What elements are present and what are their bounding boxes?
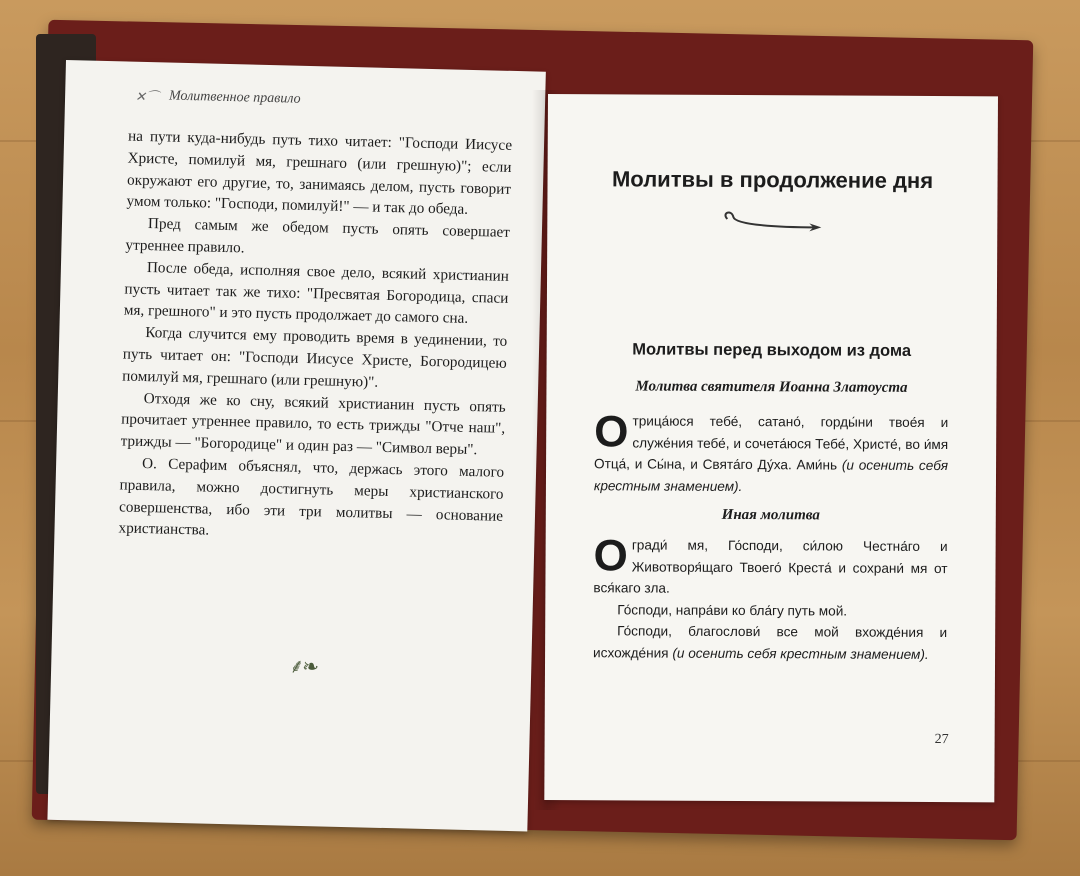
prayer-line: Го́споди, благослови́ все мой вхожде́ния и исхожде́ния (593, 623, 948, 661)
drop-cap: О (593, 531, 628, 581)
flourish-ornament-icon (717, 205, 837, 246)
prayer-instruction: (и осенить себя крестным знамением). (672, 645, 929, 662)
paragraph: на пути куда-нибудь путь тихо читает: "Господи Иисусе Христе, помилуй мя, грешнаго (или грешную)"; если окружают его другие, то, занимаясь делом, пусть говорит умом только: "Господи, помилуй!" — и так до обеда. (126, 127, 513, 219)
chapter-title: Молитвы в продолжение дня (611, 166, 934, 194)
prayer-text (593, 407, 949, 498)
paragraph: Пред самым же обедом пусть опять совершает утреннее правило. (125, 215, 511, 257)
right-page (544, 94, 998, 802)
leaf-ornament-icon: ⸙❧ (288, 655, 318, 679)
prayer-text (593, 531, 948, 665)
paragraph: О. Серафим объяснял, что, держась этого малого правила, можно достигнуть меры христианского совершенства, ибо эти три молитвы — основание христианства. (118, 454, 505, 539)
left-page-body (118, 126, 512, 549)
paragraph: После обеда, исполняя свое дело, всякий христианин пусть читает так же тихо: "Пресвятая Богородица, спаси мя, грешного" и это пусть продолжает до самого сна. (123, 258, 510, 328)
paragraph: Отходя же ко сну, всякий христианин пусть опять прочитает утреннее правило, то есть трижды "Отче наш", трижды — "Богородице" и один раз — "Символ веры". (120, 389, 506, 459)
prayer-body: гради́ мя, Го́споди, си́лою Честна́го и Животворя́щаго Твоего́ Креста́ и сохрани́ мя от вся́каго зла. (593, 537, 948, 596)
running-head-title: Молитвенное правило (168, 88, 301, 107)
prayer-body: трица́юся тебе́, сатано́, горды́ни твое́я и служе́ния тебе́, и сочета́юся Тебе́, Христе́, во и́мя Отца́, и Сы́на, и Свята́го Ду́ха. Ами́нь (594, 413, 949, 473)
page-number: 27 (934, 732, 949, 748)
section-subtitle: Молитвы перед выходом из дома (632, 340, 912, 360)
prayer-instruction: (и осенить себя крестным знамением). (593, 457, 949, 494)
drop-cap: О (594, 407, 629, 457)
left-page (47, 60, 545, 832)
running-head-ornament: ✕⌒ (134, 88, 160, 105)
running-head (135, 86, 301, 109)
prayer-heading: Иная молитва (721, 506, 820, 524)
paragraph: Когда случится ему проводить время в уединении, то путь читает он: "Господи Иисусе Христе, Богородицею помилуй мя, грешнаго (или грешную)". (122, 324, 508, 391)
prayer-line: Го́споди, напра́ви ко бла́гу путь мой. (617, 601, 848, 619)
prayer-heading: Молитва святителя Иоанна Златоуста (635, 378, 908, 396)
